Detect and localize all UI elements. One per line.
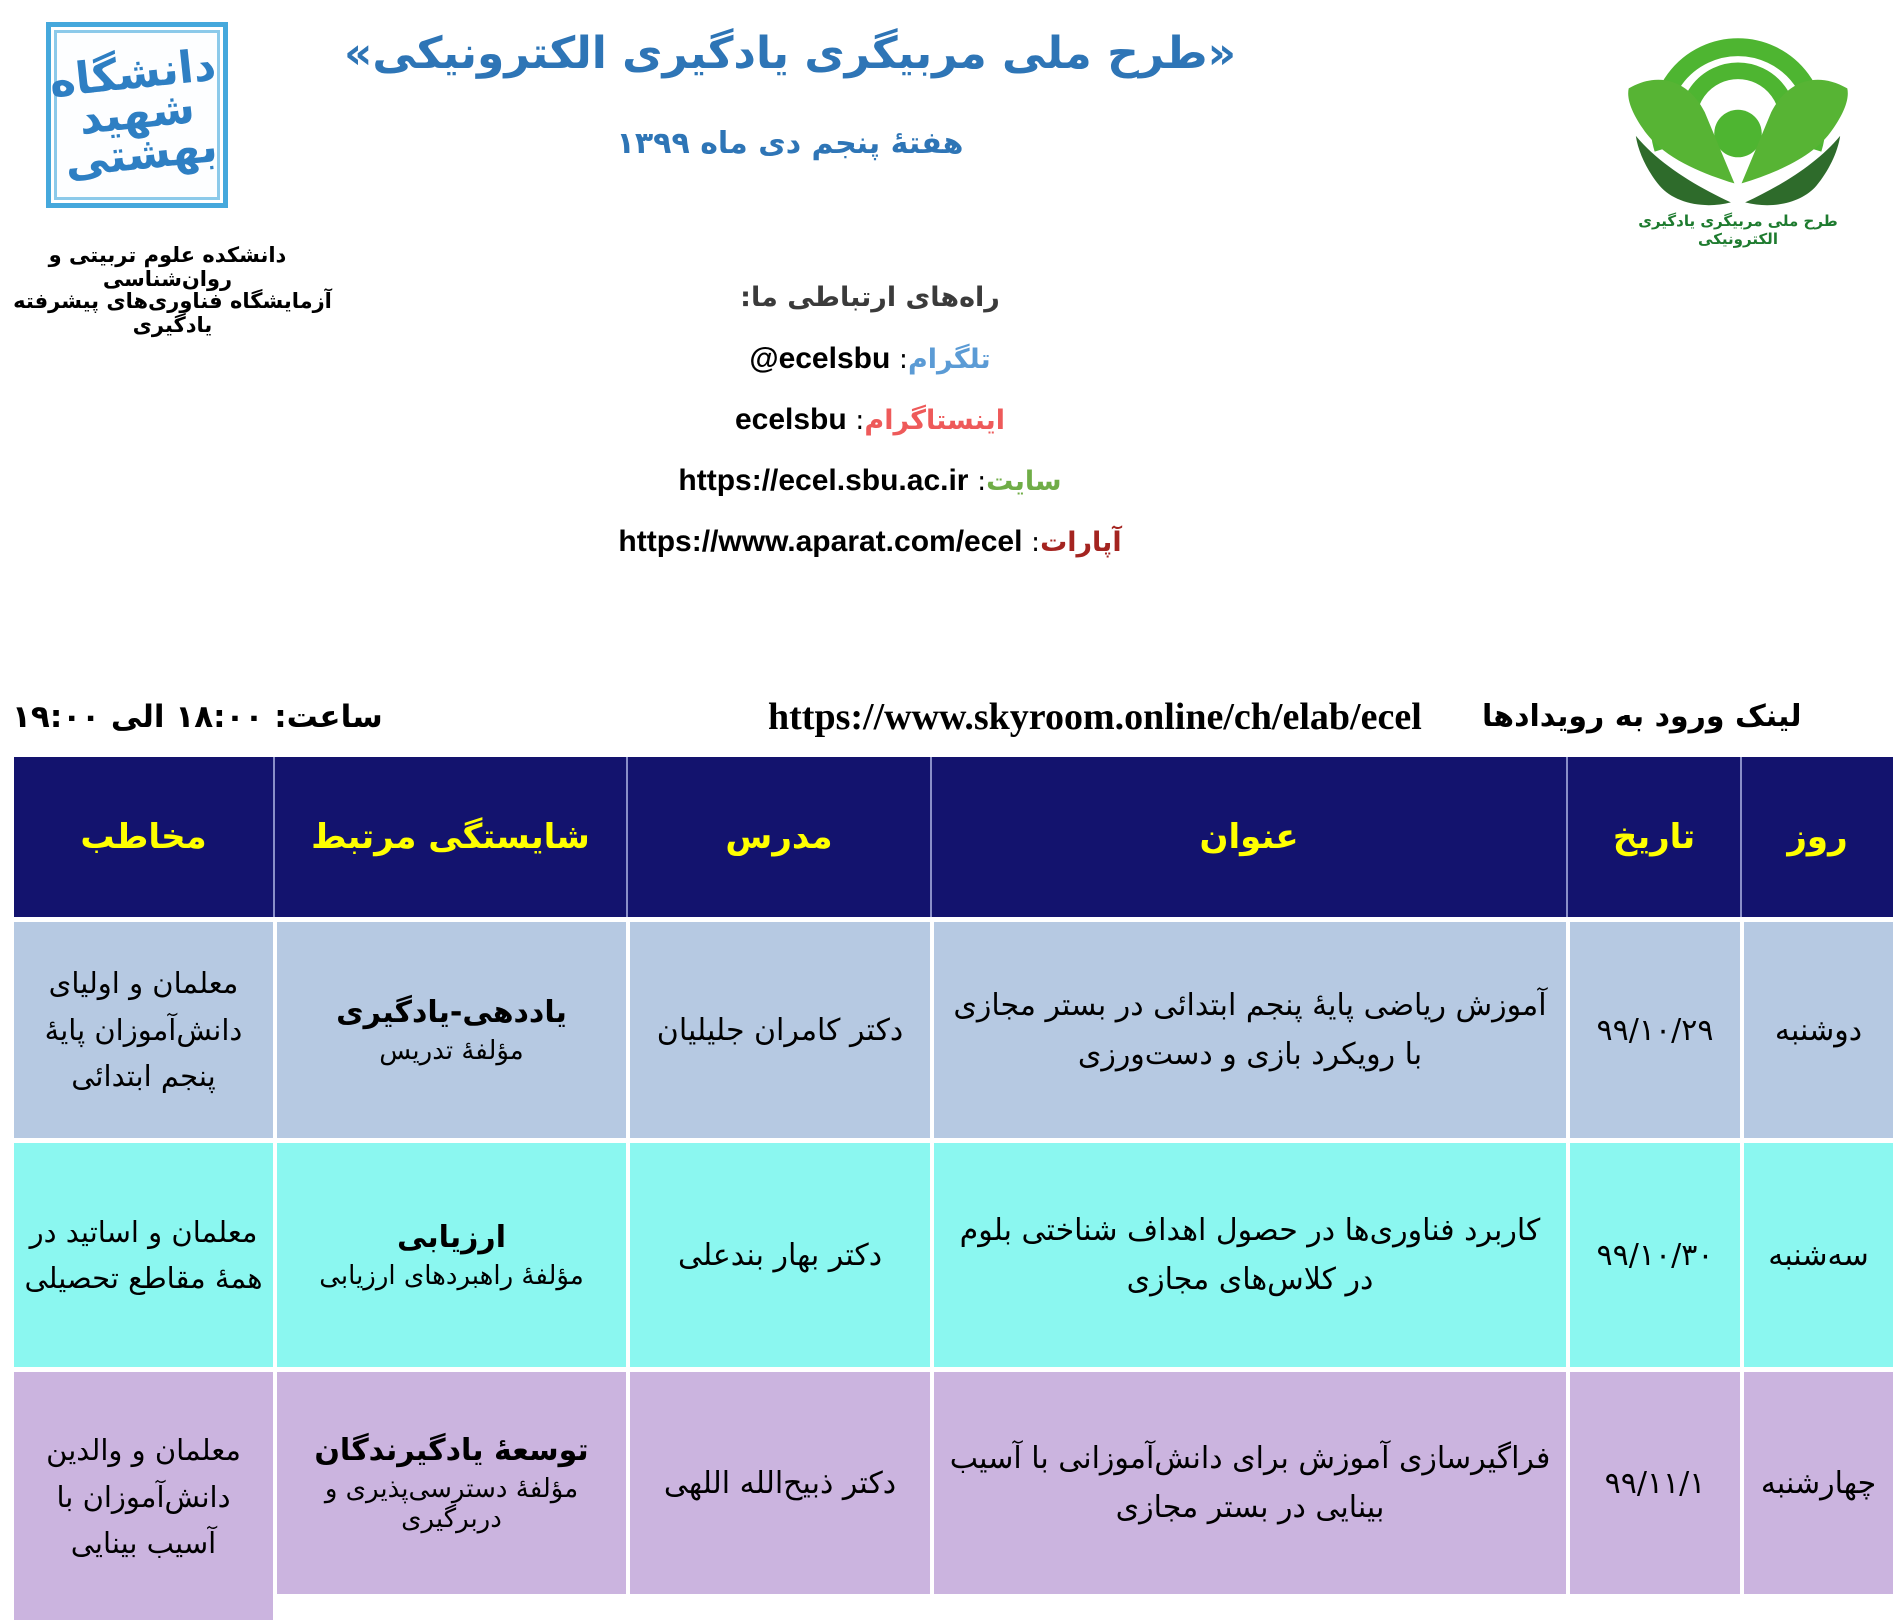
contact-heading: راه‌های ارتباطی ما: (740, 282, 1000, 313)
page-title: «طرح ملی مربیگری یادگیری الکترونیکی» (343, 28, 1237, 79)
page-subtitle: هفتهٔ پنجم دی ماه ۱۳۹۹ (616, 126, 964, 161)
column-header-competency: شایستگی مرتبط (273, 757, 626, 917)
label-separator: : (968, 466, 987, 497)
competency-main: یاددهی-یادگیری (336, 994, 567, 1030)
column-header-audience: مخاطب (14, 757, 273, 917)
title-cell: کاربرد فناوری‌ها در حصول اهداف شناختی بلوم در کلاس‌های مجازی (930, 1143, 1566, 1367)
instructor-cell: دکتر کامران جلیلیان (626, 922, 930, 1138)
competency-main: ارزیابی (397, 1219, 506, 1255)
column-header-title: عنوان (930, 757, 1566, 917)
date-cell: ۹۹/۱۱/۱ (1566, 1372, 1740, 1594)
contact-line-instagram (500, 403, 1240, 437)
program-logo-caption: طرح ملی مربیگری یادگیری الکترونیکی (1638, 212, 1838, 248)
contact-block (500, 282, 1240, 586)
university-logo-calligraphy: دانشگاه شهید بهشتی (46, 39, 220, 188)
site-label: سایت (986, 466, 1062, 497)
table-row (14, 922, 1893, 1138)
contact-line-site (500, 464, 1240, 498)
competency-cell (273, 1143, 626, 1367)
telegram-handle-link[interactable]: @ecelsbu (749, 342, 891, 375)
column-header-instructor: مدرس (626, 757, 930, 917)
date-cell: ۹۹/۱۰/۳۰ (1566, 1143, 1740, 1367)
schedule-table (14, 757, 1893, 1599)
faculty-name: دانشکده علوم تربیتی و روان‌شناسی (48, 243, 287, 291)
competency-main: توسعهٔ یادگیرندگان (314, 1432, 589, 1468)
title-cell: فراگیرسازی آموزش برای دانش‌آموزانی با آسیب بینایی در بستر مجازی (930, 1372, 1566, 1594)
university-logo (46, 22, 228, 208)
instagram-handle-link[interactable]: ecelsbu (734, 403, 847, 436)
contact-line-telegram (500, 342, 1240, 376)
date-cell: ۹۹/۱۰/۲۹ (1566, 922, 1740, 1138)
audience-cell: معلمان و اولیای دانش‌آموزان پایهٔ پنجم ابتدائی (14, 922, 273, 1138)
contact-line-aparat (500, 525, 1240, 559)
events-bar (0, 693, 1900, 751)
instructor-cell: دکتر ذبیح‌الله اللهی (626, 1372, 930, 1594)
day-cell: چهارشنبه (1740, 1372, 1893, 1594)
aparat-url-link[interactable]: https://www.aparat.com/ecel (618, 525, 1023, 558)
competency-sub: مؤلفهٔ راهبردهای ارزیابی (319, 1260, 584, 1291)
audience-cell: معلمان و والدین دانش‌آموزان با آسیب بینایی (14, 1372, 273, 1620)
aparat-label: آپارات (1040, 527, 1122, 558)
label-separator: : (890, 344, 908, 375)
lab-name: آزمایشگاه فناوری‌های پیشرفته یادگیری (13, 289, 332, 337)
competency-cell (273, 1372, 626, 1594)
day-cell: دوشنبه (1740, 922, 1893, 1138)
audience-cell: معلمان و اساتید در همهٔ مقاطع تحصیلی (14, 1143, 273, 1367)
table-header-row (14, 757, 1893, 917)
program-logo-block (1612, 10, 1864, 248)
table-row (14, 1143, 1893, 1367)
competency-cell (273, 922, 626, 1138)
title-cell: آموزش ریاضی پایهٔ پنجم ابتدائی در بستر مجازی با رویکرد بازی و دست‌ورزی (930, 922, 1566, 1138)
instructor-cell: دکتر بهار بندعلی (626, 1143, 930, 1367)
label-separator: : (846, 405, 865, 436)
site-url-link[interactable]: https://ecel.sbu.ac.ir (678, 464, 969, 497)
table-row (14, 1372, 1893, 1594)
day-cell: سه‌شنبه (1740, 1143, 1893, 1367)
column-header-day: روز (1740, 757, 1893, 917)
elearning-coaching-logo-icon (1618, 10, 1858, 206)
telegram-label: تلگرام (907, 344, 991, 375)
competency-sub: مؤلفهٔ دسترسی‌پذیری و دربرگیری (324, 1473, 579, 1534)
instagram-label: اینستاگرام (864, 405, 1005, 436)
label-separator: : (1022, 527, 1041, 558)
events-link-label: لینک ورود به رویدادها (1482, 699, 1802, 734)
column-header-date: تاریخ (1566, 757, 1740, 917)
session-time: ساعت: ۱۸:۰۰ الی ۱۹:۰۰ (12, 699, 383, 735)
competency-sub: مؤلفهٔ تدریس (379, 1035, 524, 1066)
skyroom-url-link[interactable]: https://www.skyroom.online/ch/elab/ecel (768, 696, 1422, 738)
